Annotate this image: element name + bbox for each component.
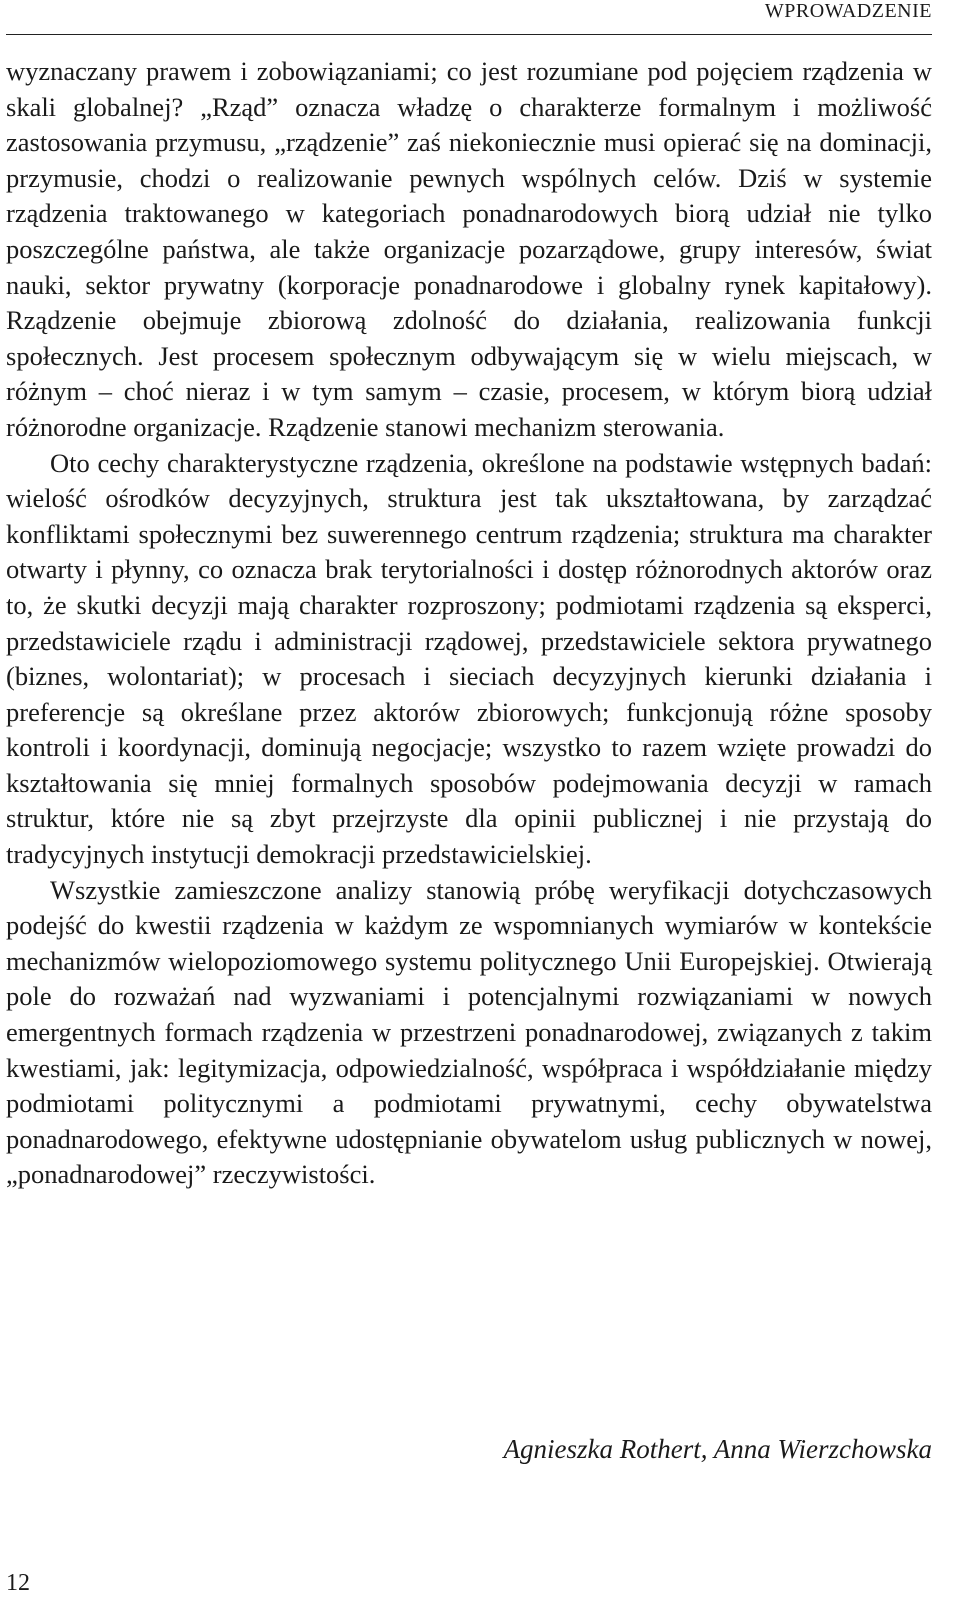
paragraph-2: Oto cechy charakterystyczne rządzenia, określone na podstawie wstępnych badań: wielość ośrodków decyzyjnych, struktura jest tak ukształtowana, by zarządzać konfliktami społecznymi bez suwerennego centrum rządzenia; struktura ma charakter otwarty i płynny, co oznacza brak terytorialności i dostęp różnorodnych aktorów oraz to, że skutki decyzji mają charakter rozproszony; podmiotami rządzenia są eksperci, przedstawiciele rządu i administracji rządowej, przedstawiciele sektora prywatnego (biznes, wolontariat); w procesach i sieciach decyzyjnych kierunki działania i preferencje są określane przez aktorów zbiorowych; funkcjonują różne sposoby kontroli i koordynacji, dominują negocjacje; wszystko to razem wzięte prowadzi do kształtowania się mniej formalnych sposobów podejmowania decyzji w ramach struktur, które nie są zbyt przejrzyste dla opinii publicznej i nie przystają do tradycyjnych instytucji demokracji przedstawicielskiej. [6,447,932,870]
paragraph-1: wyznaczany prawem i zobowiązaniami; co jest rozumiane pod pojęciem rządzenia w skali globalnej? „Rząd” oznacza władzę o charakterze formalnym i możliwość zastosowania przymusu, „rządzenie” zaś niekoniecznie musi opierać się na dominacji, przymusie, chodzi o realizowanie pewnych wspólnych celów. Dziś w systemie rządzenia traktowanego w kategoriach ponadnarodowych biorą udział nie tylko poszczególne państwa, ale także organizacje pozarządowe, grupy interesów, świat nauki, sektor prywatny (korporacje ponadnarodowe i globalny rynek kapitałowy). Rządzenie obejmuje zbiorową zdolność do działania, realizowania funkcji społecznych. Jest procesem społecznym odbywającym się w wielu miejscach, w różnym – choć nieraz i w tym samym – czasie, procesem, w którym biorą udział różnorodne organizacje. Rządzenie stanowi mechanizm sterowania. [6,56,932,442]
body-text [6,54,932,1193]
page-number: 12 [6,1570,30,1596]
paragraph-3: Wszystkie zamieszczone analizy stanowią próbę weryfikacji dotychczasowych podejść do kwestii rządzenia w każdym ze wspomnianych wymiarów w kontekście mechanizmów wielopoziomowego systemu politycznego Unii Europejskiej. Otwierają pole do rozważań nad wyzwaniami i potencjalnymi rozwiązaniami w nowych emergentnych formach rządzenia w przestrzeni ponadnarodowej, związanych z takim kwestiami, jak: legitymizacja, odpowiedzialność, współpraca i współdziałanie między podmiotami politycznymi a podmiotami prywatnymi, cechy obywatelstwa ponadnarodowego, efektywne udostępnianie obywatelom usług publicznych w nowej, „ponadnarodowej” rzeczywistości. [6,874,932,1190]
header-rule [6,34,932,35]
author-signature: Agnieszka Rothert, Anna Wierzchowska [503,1434,932,1464]
running-head: WPROWADZENIE [764,0,932,22]
